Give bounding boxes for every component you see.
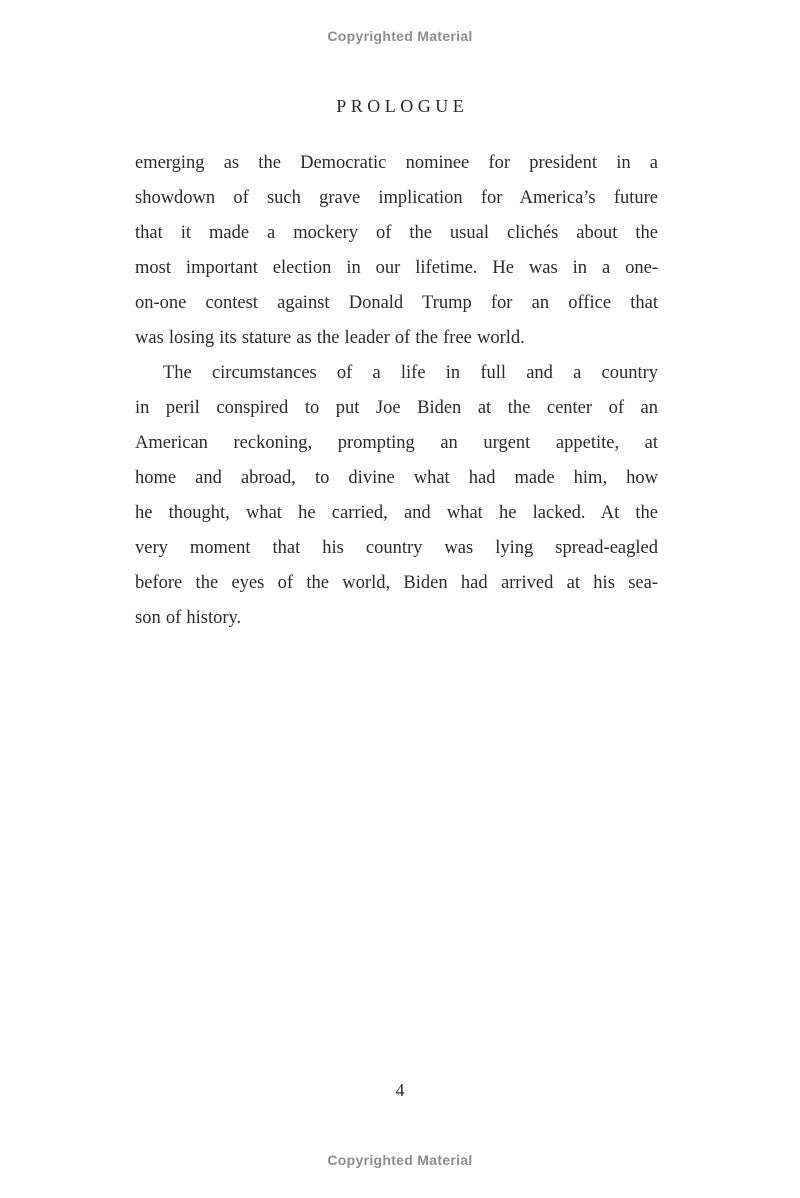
text-line: was losing its stature as the leader of the free world. — [135, 328, 525, 348]
text-line: American reckoning, prompting an urgent appetite, at — [135, 433, 658, 453]
text-line: in peril conspired to put Joe Biden at the center of an — [135, 398, 658, 418]
page-number: 4 — [395, 1080, 405, 1100]
text-line: on-one contest against Donald Trump for an office that — [135, 293, 658, 313]
body-text — [135, 146, 658, 636]
text-line: most important election in our lifetime. He was in a one- — [135, 258, 658, 278]
text-line: home and abroad, to divine what had made him, how — [135, 468, 658, 488]
chapter-heading: PROLOGUE — [336, 96, 469, 116]
text-line: emerging as the Democratic nominee for president in a — [135, 153, 658, 173]
text-line: son of history. — [135, 608, 242, 628]
text-line: very moment that his country was lying spread-eagled — [135, 538, 658, 558]
text-line: The circumstances of a life in full and a country — [163, 363, 658, 383]
text-line: showdown of such grave implication for America’s future — [135, 188, 658, 208]
text-line: he thought, what he carried, and what he lacked. At the — [135, 503, 658, 523]
copyright-notice-bottom: Copyrighted Material — [327, 1152, 473, 1168]
copyright-notice-top: Copyrighted Material — [327, 28, 473, 44]
text-line: before the eyes of the world, Biden had arrived at his sea- — [135, 573, 658, 593]
text-line: that it made a mockery of the usual clichés about the — [135, 223, 658, 243]
